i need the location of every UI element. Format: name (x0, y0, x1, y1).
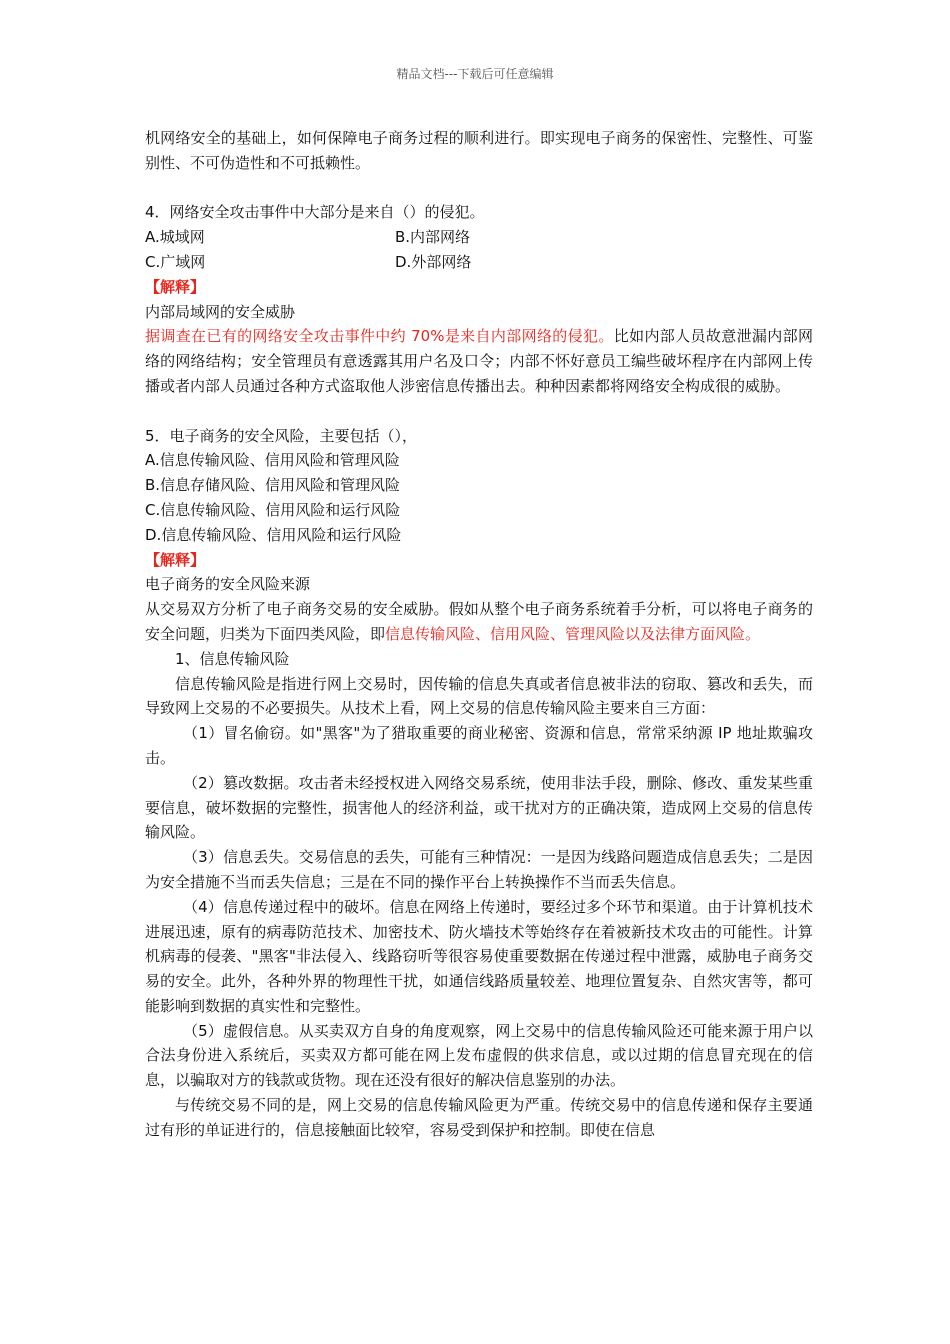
section-title: 1、信息传输风险 (175, 649, 290, 668)
closing-paragraph: 与传统交易不同的是，网上交易的信息传输风险更为严重。传统交易中的信息传递和保存主要通过有形的单证进行的，信息接触面比较窄，容易受到保护和控制。即使在信息 (145, 1096, 813, 1139)
q4-question: 4．网络安全攻击事件中大部分是来自（）的侵犯。 (145, 203, 485, 222)
q5-question: 5．电子商务的安全风险，主要包括（）， (145, 426, 418, 445)
risk-item-1: （1）冒名偷窃。如"黑客"为了猎取重要的商业秘密、资源和信息，常常采纳源 IP 地址欺骗攻击。 (145, 724, 813, 767)
q5-option-d: D.信息传输风险、信用风险和运行风险 (145, 525, 402, 544)
risk-item-2: （2）篡改数据。攻击者未经授权进入网络交易系统，使用非法手段，删除、修改、重发某些重要信息，破坏数据的完整性，损害他人的经济利益，或干扰对方的正确决策，造成网上交易的信息传输风险。 (145, 773, 813, 842)
spacer (145, 176, 813, 201)
q4-options-row-1 (145, 225, 813, 250)
spacer (145, 399, 813, 424)
q4-explanation-tag: 【解释】 (145, 277, 206, 296)
q4-explanation-body (145, 324, 813, 398)
q4-option-c: C.广域网 (145, 252, 206, 271)
risk-item-4: （4）信息传递过程中的破坏。信息在网络上传递时，要经过多个环节和渠道。由于计算机技术进展迅速，原有的病毒防范技术、加密技术、防火墙技术等始终存在着被新技术攻击的可能性。计算机病毒的侵袭、"黑客"非法侵入、线路窃听等很容易使重要数据在传递过程中泄露，威胁电子商务交易的安全。此外，各种外界的物理性干扰，如通信线路质量较差、地理位置复杂、自然灾害等，都可能影响到数据的真实性和完整性。 (145, 897, 813, 1015)
page-header: 精品文档---下载后可任意编辑 (396, 67, 554, 81)
q4-explanation-text: 比如内部人员故意泄漏内部网络的网络结构；安全管理员有意透露其用户名及口令；内部不怀好意员工编些破坏程序在内部网上传播或者内部人员通过各种方式盗取他人涉密信息传播出去。种种因素都将网络安全构成很的威胁。 (145, 327, 813, 395)
intro-paragraph: 机网络安全的基础上，如何保障电子商务过程的顺利进行。即实现电子商务的保密性、完整性、可鉴别性、不可伪造性和不可抵赖性。 (145, 129, 813, 172)
q5-option-b: B.信息存储风险、信用风险和管理风险 (145, 476, 401, 495)
q4-option-d: D.外部网络 (395, 252, 472, 271)
q5-explanation-text: 从交易双方分析了电子商务交易的安全威胁。假如从整个电子商务系统着手分析，可以将电子商务的安全问题，归类为下面四类风险，即 (145, 600, 813, 643)
q4-option-b: B.内部网络 (395, 228, 471, 247)
q4-options-row-2 (145, 250, 813, 275)
q4-option-a: A.城域网 (145, 228, 205, 247)
q4-explanation-highlight: 据调查在已有的网络安全攻击事件中约 70%是来自内部网络的侵犯。 (145, 327, 614, 346)
document-body (145, 126, 813, 1143)
q5-explanation-tag: 【解释】 (145, 550, 206, 569)
section-paragraph: 信息传输风险是指进行网上交易时，因传输的信息失真或者信息被非法的窃取、篡改和丢失，而导致网上交易的不必要损失。从技术上看，网上交易的信息传输风险主要来自三方面： (145, 674, 813, 718)
q4-explanation-subtitle: 内部局域网的安全威胁 (145, 302, 296, 321)
q5-explanation-body (145, 597, 813, 647)
risk-item-5: （5）虚假信息。从买卖双方自身的角度观察，网上交易中的信息传输风险还可能来源于用户以合法身份进入系统后，买卖双方都可能在网上发布虚假的供求信息，或以过期的信息冒充现在的信息，以骗取对方的钱款或货物。现在还没有很好的解决信息鉴别的办法。 (145, 1021, 813, 1090)
q5-option-a: A.信息传输风险、信用风险和管理风险 (145, 451, 400, 470)
risk-item-3: （3）信息丢失。交易信息的丢失，可能有三种情况：一是因为线路问题造成信息丢失；二是因为安全措施不当而丢失信息；三是在不同的操作平台上转换操作不当而丢失信息。 (145, 848, 813, 891)
q5-option-c: C.信息传输风险、信用风险和运行风险 (145, 500, 401, 519)
q5-explanation-highlight: 信息传输风险、信用风险、管理风险以及法律方面风险。 (385, 624, 761, 643)
q5-explanation-subtitle: 电子商务的安全风险来源 (145, 575, 311, 594)
